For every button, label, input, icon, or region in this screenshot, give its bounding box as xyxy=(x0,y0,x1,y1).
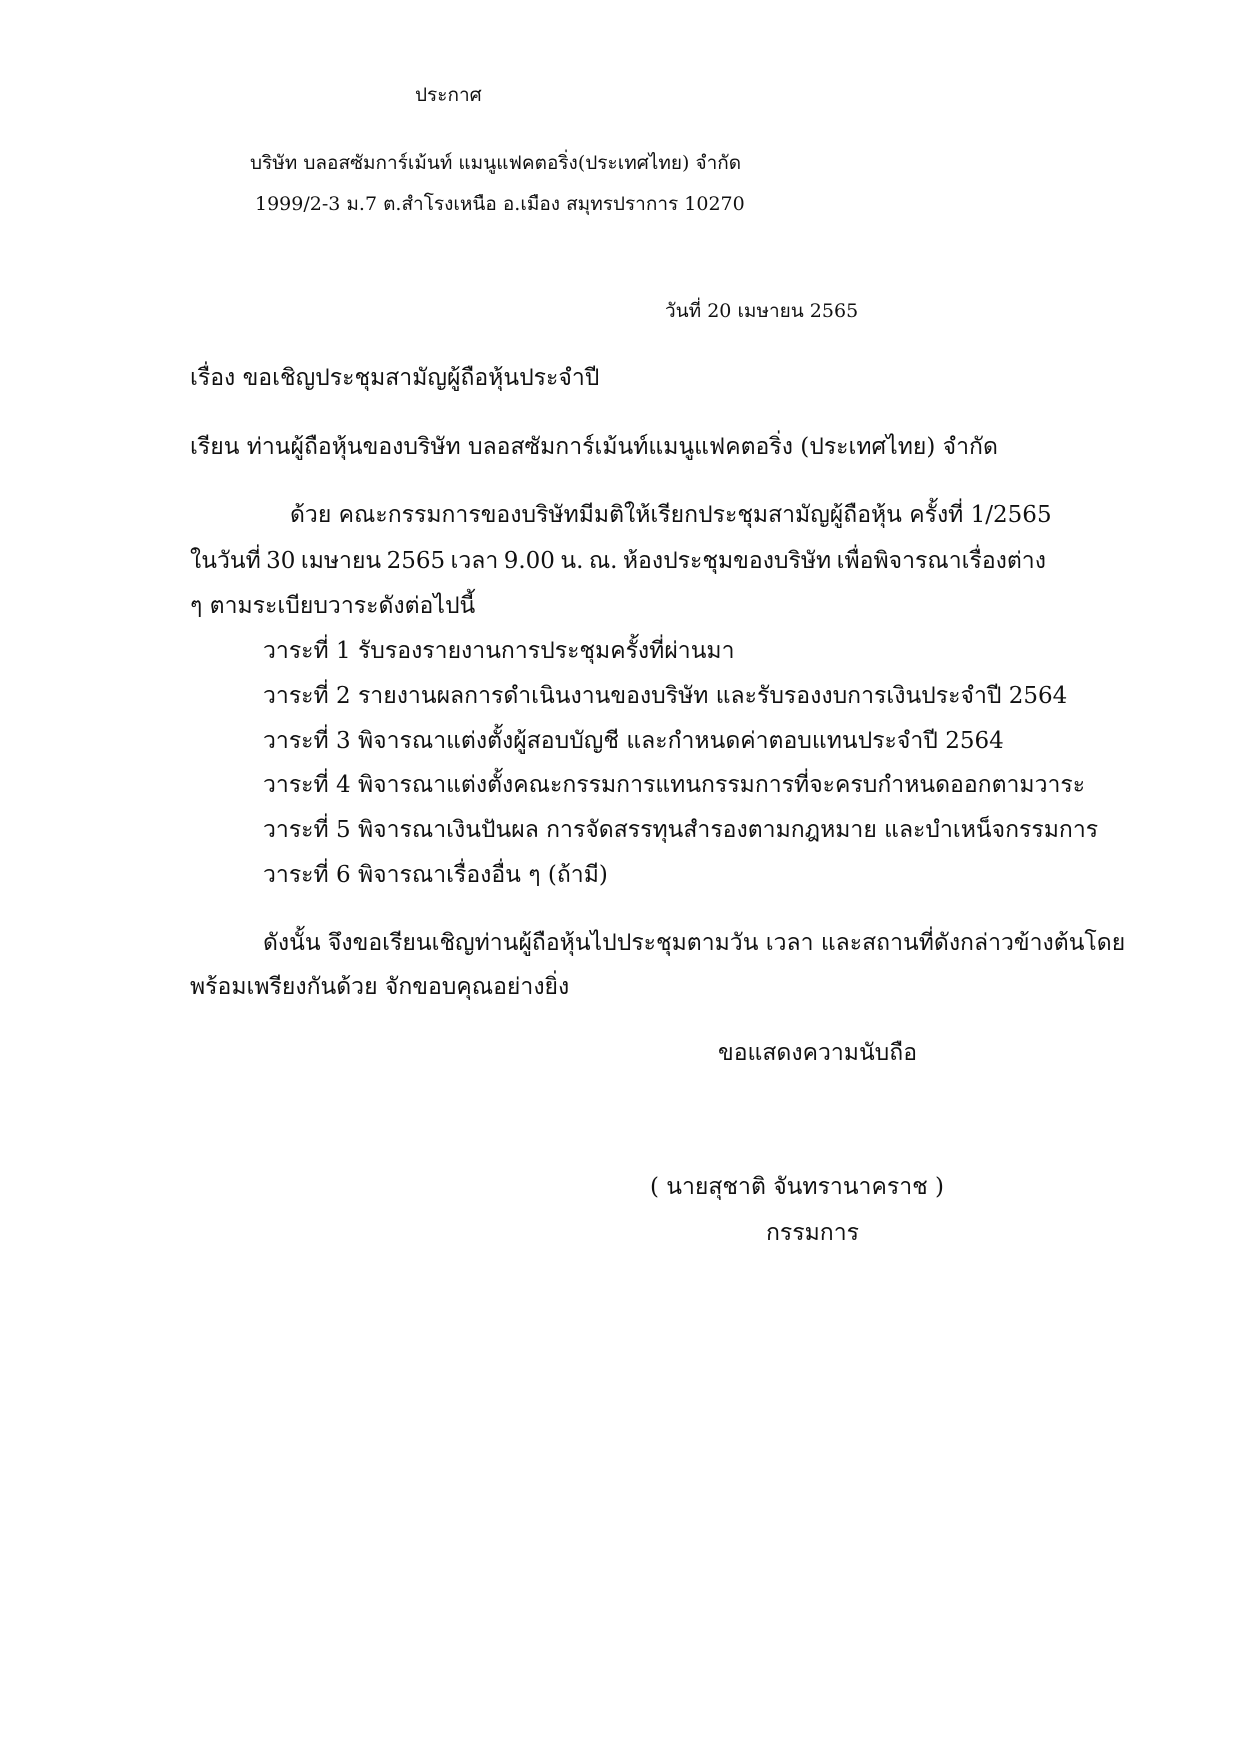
intro-word: 9.00 xyxy=(503,548,555,574)
intro-word: ในวันที่ xyxy=(190,548,261,574)
intro-word: ณ. xyxy=(588,548,618,574)
intro-word: 2565 xyxy=(386,548,446,574)
subject-line: เรื่อง ขอเชิญประชุมสามัญผู้ถือหุ้นประจำปี xyxy=(190,365,600,391)
agenda-item: วาระที่ 3 พิจารณาแต่งตั้งผู้สอบบัญชี และกำหนดค่าตอบแทนประจำปี 2564 xyxy=(263,728,1004,754)
intro-word: เวลา xyxy=(450,548,499,574)
signatory-name: ( นายสุชาติ จันทรานาคราช ) xyxy=(650,1174,945,1200)
intro-word: น. xyxy=(560,548,584,574)
signatory-title: กรรมการ xyxy=(766,1220,859,1246)
closing-line-2: พร้อมเพรียงกันด้วย จักขอบคุณอย่างยิ่ง xyxy=(190,974,570,1000)
agenda-item: วาระที่ 5 พิจารณาเงินปันผล การจัดสรรทุนสำรองตามกฎหมาย และบำเหน็จกรรมการ xyxy=(263,817,1099,843)
announcement-heading: ประกาศ xyxy=(415,84,482,106)
company-name: บริษัท บลอสซัมการ์เม้นท์ แมนูแฟคตอริ่ง(ประเทศไทย) จำกัด xyxy=(250,152,742,174)
intro-line-3: ๆ ตามระเบียบวาระดังต่อไปนี้ xyxy=(190,593,476,619)
agenda-item: วาระที่ 4 พิจารณาแต่งตั้งคณะกรรมการแทนกรรมการที่จะครบกำหนดออกตามวาระ xyxy=(263,772,1086,798)
intro-word: ห้องประชุมของบริษัท xyxy=(622,548,832,574)
company-address: 1999/2-3 ม.7 ต.สำโรงเหนือ อ.เมือง สมุทรปราการ 10270 xyxy=(255,193,745,215)
intro-word: เพื่อพิจารณาเรื่องต่าง xyxy=(836,548,1046,574)
letter-date: วันที่ 20 เมษายน 2565 xyxy=(665,300,859,322)
agenda-item: วาระที่ 1 รับรองรายงานการประชุมครั้งที่ผ่านมา xyxy=(263,638,735,664)
regards-text: ขอแสดงความนับถือ xyxy=(718,1040,918,1066)
intro-word: 30 xyxy=(266,548,296,574)
closing-line-1: ดังนั้น จึงขอเรียนเชิญท่านผู้ถือหุ้นไปประชุมตามวัน เวลา และสถานที่ดังกล่าวข้างต้นโดย xyxy=(263,930,1126,956)
intro-line-1: ด้วย คณะกรรมการของบริษัทมีมติให้เรียกประชุมสามัญผู้ถือหุ้น ครั้งที่ 1/2565 xyxy=(290,502,1052,528)
agenda-item: วาระที่ 2 รายงานผลการดำเนินงานของบริษัท และรับรองงบการเงินประจำปี 2564 xyxy=(263,683,1068,709)
agenda-item: วาระที่ 6 พิจารณาเรื่องอื่น ๆ (ถ้ามี) xyxy=(263,862,608,888)
intro-line-2 xyxy=(190,550,1046,573)
recipient-line: เรียน ท่านผู้ถือหุ้นของบริษัท บลอสซัมการ์เม้นท์แมนูแฟคตอริ่ง (ประเทศไทย) จำกัด xyxy=(190,434,998,460)
intro-word: เมษายน xyxy=(300,548,382,574)
